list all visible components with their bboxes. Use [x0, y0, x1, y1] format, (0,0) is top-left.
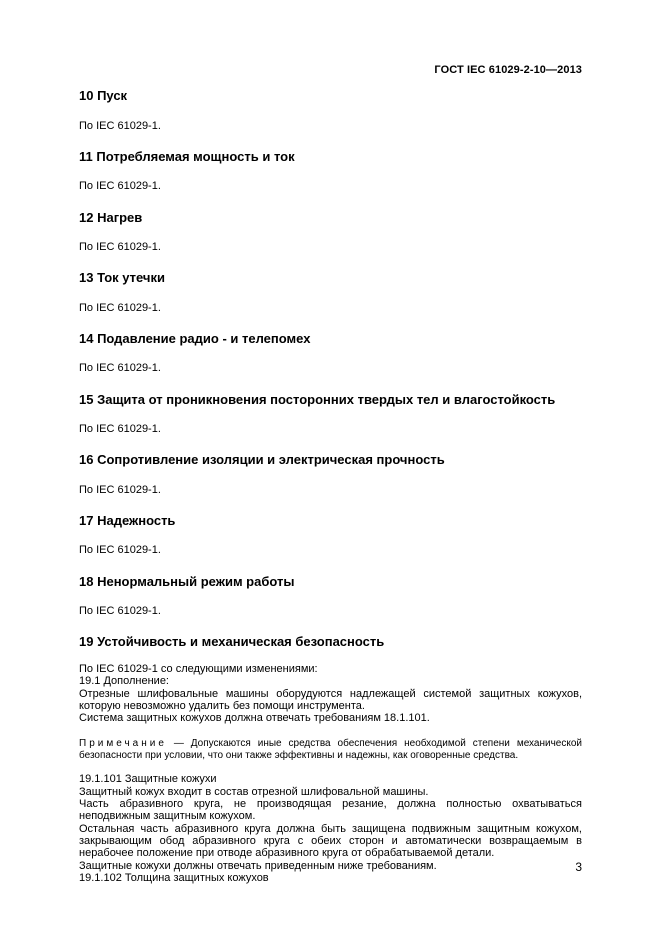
note	[79, 738, 582, 762]
section-reference: По IEC 61029-1.	[79, 241, 161, 253]
note-text: — Допускаются иные средства обеспечения необходимой степени механической безопасности при условии, что они также эффективны и надежны, как оговоренные средства.	[79, 738, 582, 762]
document-body	[79, 88, 582, 884]
section-reference: По IEC 61029-1.	[79, 484, 161, 496]
paragraph: Часть абразивного круга, не производящая резание, должна полностью охватываться неподвижным защитным кожухом.	[79, 798, 582, 823]
section-title: 19 Устойчивость и механическая безопасность	[79, 634, 385, 649]
section-reference: По IEC 61029-1.	[79, 302, 161, 314]
section-title: 12 Нагрев	[79, 210, 143, 225]
paragraph: Защитный кожух входит в состав отрезной шлифовальной машины.	[79, 785, 429, 798]
section-reference: По IEC 61029-1.	[79, 120, 161, 132]
section-15	[79, 392, 582, 436]
section-reference: По IEC 61029-1.	[79, 605, 161, 617]
page-number: 3	[575, 860, 582, 874]
section-18	[79, 574, 582, 618]
document-code-header: ГОСТ IEC 61029-2-10—2013	[434, 64, 582, 76]
section-10	[79, 88, 582, 133]
section-title: 18 Ненормальный режим работы	[79, 574, 295, 589]
paragraph: Система защитных кожухов должна отвечать требованиям 18.1.101.	[79, 712, 430, 725]
subclause-19-1: 19.1 Дополнение:	[79, 675, 169, 688]
section-19	[79, 634, 582, 884]
paragraph: Остальная часть абразивного круга должна быть защищена подвижным защитным кожухом, закрывающим обод абразивного круга с обеих сторон и автоматически возвращаемым в нерабочее положение при отводе абразивного круга от обрабатываемой детали.	[79, 822, 582, 860]
section-19-intro: По IEC 61029-1 со следующими изменениями:	[79, 663, 318, 675]
section-reference: По IEC 61029-1.	[79, 544, 161, 556]
section-title: 10 Пуск	[79, 88, 128, 103]
section-12	[79, 210, 582, 254]
section-13	[79, 270, 582, 315]
section-title: 13 Ток утечки	[79, 270, 165, 285]
subclause-19-1-102: 19.1.102 Толщина защитных кожухов	[79, 871, 269, 884]
paragraph: Защитные кожухи должны отвечать приведенным ниже требованиям.	[79, 859, 437, 872]
section-title: 17 Надежность	[79, 513, 176, 528]
paragraph: Отрезные шлифовальные машины оборудуются надлежащей системой защитных кожухов, которую невозможно удалить без помощи инструмента.	[79, 687, 582, 712]
section-17	[79, 513, 582, 557]
section-title: 14 Подавление радио - и телепомех	[79, 331, 311, 346]
note-label: Примечание	[79, 738, 167, 750]
section-title: 15 Защита от проникновения посторонних твердых тел и влагостойкость	[79, 392, 556, 407]
section-title: 16 Сопротивление изоляции и электрическая прочность	[79, 452, 445, 467]
section-16	[79, 452, 582, 497]
section-19-body	[79, 663, 582, 884]
section-title: 11 Потребляемая мощность и ток	[79, 149, 295, 164]
section-14	[79, 331, 582, 375]
section-reference: По IEC 61029-1.	[79, 362, 161, 374]
subclause-19-1-101: 19.1.101 Защитные кожухи	[79, 773, 217, 786]
section-11	[79, 149, 582, 193]
section-reference: По IEC 61029-1.	[79, 423, 161, 435]
section-reference: По IEC 61029-1.	[79, 180, 161, 192]
